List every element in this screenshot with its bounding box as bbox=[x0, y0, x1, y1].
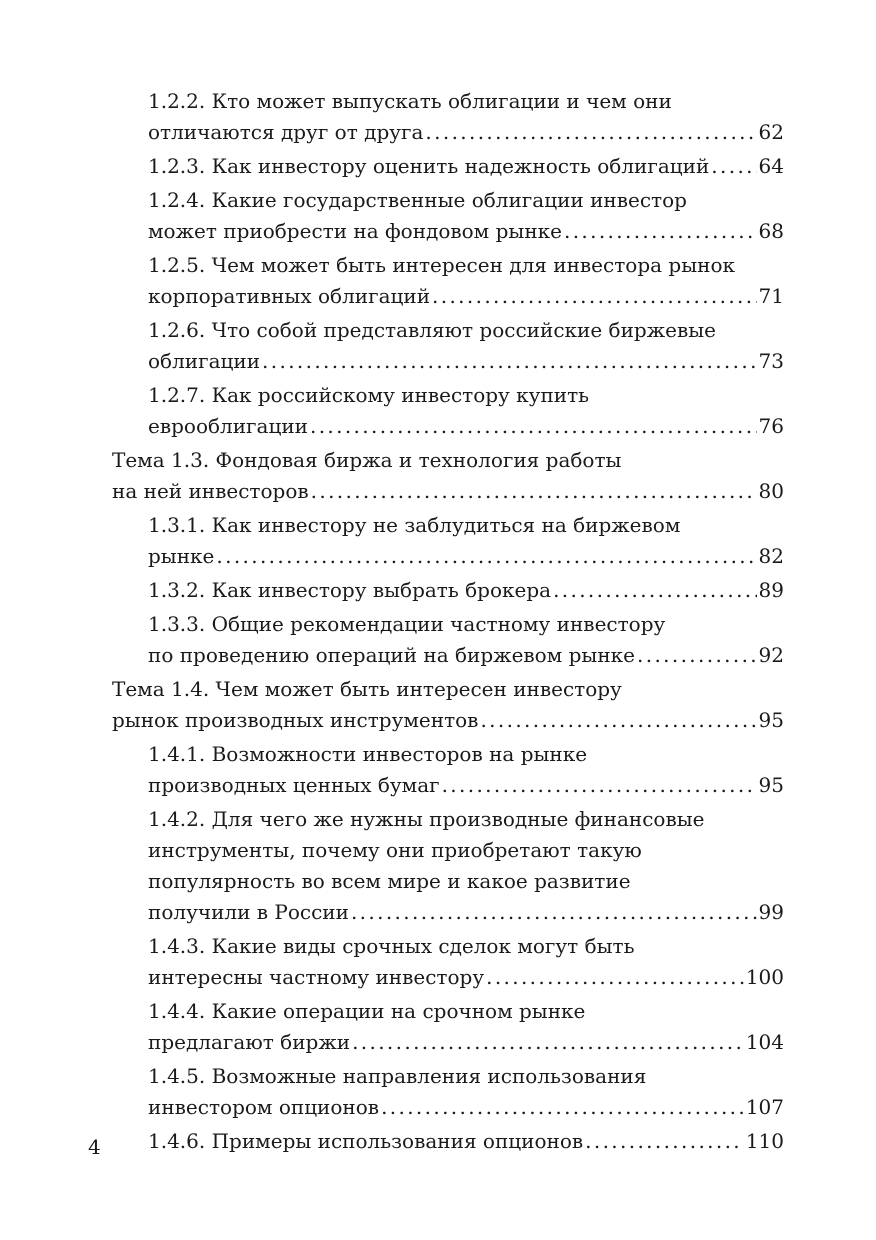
toc-page-number: 107 bbox=[745, 1095, 784, 1119]
toc-entry-leader-row bbox=[148, 640, 784, 671]
dot-leader bbox=[311, 476, 757, 507]
toc-entry-title-line: еврооблигации bbox=[148, 414, 308, 438]
toc-entry-leader-row bbox=[148, 962, 784, 993]
toc-entry-title-line: 1.3.2. Как инвестору выбрать брокера bbox=[148, 578, 552, 602]
dot-leader bbox=[480, 705, 756, 736]
toc-entry-title-line: производных ценных бумаг bbox=[148, 773, 440, 797]
dot-leader bbox=[381, 1092, 744, 1123]
toc-entry-title-line: 1.2.4. Какие государственные облигации инвестор bbox=[148, 188, 687, 212]
toc-page-number: 68 bbox=[758, 219, 784, 243]
table-of-contents bbox=[112, 86, 784, 1160]
toc-entry-leader-row bbox=[148, 1092, 784, 1123]
toc-entry-title-line: инструменты, почему они приобретают такую bbox=[148, 838, 642, 862]
dot-leader bbox=[553, 575, 756, 606]
dot-leader bbox=[585, 1126, 744, 1157]
dot-leader bbox=[216, 541, 756, 572]
toc-subsection-entry[interactable] bbox=[112, 380, 784, 442]
toc-page-number: 99 bbox=[758, 900, 784, 924]
toc-entry-title-line: 1.4.2. Для чего же нужны производные финансовые bbox=[148, 807, 705, 831]
toc-entry-leader-row bbox=[148, 281, 784, 312]
toc-entry-title-line: интересны частному инвестору bbox=[148, 965, 485, 989]
toc-entry-title-line: может приобрести на фондовом рынке bbox=[148, 219, 562, 243]
toc-entry-title-line: 1.2.5. Чем может быть интересен для инвестора рынок bbox=[148, 253, 735, 277]
toc-entry-title-line: рынок производных инструментов bbox=[112, 708, 479, 732]
toc-page-number: 92 bbox=[758, 643, 784, 667]
toc-subsection-entry[interactable] bbox=[112, 315, 784, 377]
page-number: 4 bbox=[88, 1135, 101, 1159]
toc-subsection-entry[interactable] bbox=[112, 739, 784, 801]
toc-entry-title-line: корпоративных облигаций bbox=[148, 284, 431, 308]
toc-entry-leader-row bbox=[148, 541, 784, 572]
toc-entry-leader-row bbox=[148, 346, 784, 377]
toc-entry-title-line: Тема 1.4. Чем может быть интересен инвестору bbox=[112, 677, 622, 701]
toc-entry-title-line: Тема 1.3. Фондовая биржа и технология работы bbox=[112, 448, 622, 472]
toc-entry-leader-row bbox=[148, 575, 784, 606]
toc-entry-leader-row bbox=[148, 151, 784, 182]
toc-entry-title-line: рынке bbox=[148, 544, 215, 568]
toc-entry-leader-row bbox=[148, 216, 784, 247]
toc-entry-title-line: 1.4.1. Возможности инвесторов на рынке bbox=[148, 742, 588, 766]
toc-subsection-entry[interactable] bbox=[112, 609, 784, 671]
toc-entry-title-line: облигации bbox=[148, 349, 261, 373]
toc-entry-title-line: 1.4.6. Примеры использования опционов bbox=[148, 1129, 584, 1153]
toc-entry-leader-row bbox=[148, 1126, 784, 1157]
toc-entry-leader-row bbox=[148, 770, 784, 801]
dot-leader bbox=[432, 281, 757, 312]
toc-subsection-entry[interactable] bbox=[112, 931, 784, 993]
toc-entry-title-line: на ней инвесторов bbox=[112, 479, 309, 503]
toc-page-number: 80 bbox=[758, 479, 784, 503]
toc-entry-title-line: 1.3.3. Общие рекомендации частному инвестору bbox=[148, 612, 666, 636]
toc-entry-title-line: 1.2.2. Кто может выпускать облигации и чем они bbox=[148, 89, 672, 113]
toc-page-number: 64 bbox=[758, 154, 784, 178]
toc-entry-title-line: по проведению операций на биржевом рынке bbox=[148, 643, 636, 667]
toc-entry-title-line: 1.2.7. Как российскому инвестору купить bbox=[148, 383, 590, 407]
dot-leader bbox=[425, 117, 756, 148]
toc-entry-leader-row bbox=[148, 411, 784, 442]
toc-entry-title-line: получили в России bbox=[148, 900, 349, 924]
toc-entry-leader-row bbox=[148, 1027, 784, 1058]
toc-page-number: 100 bbox=[745, 965, 784, 989]
toc-page-number: 71 bbox=[758, 284, 784, 308]
toc-entry-leader-row bbox=[112, 476, 784, 507]
toc-entry-title-line: инвестором опционов bbox=[148, 1095, 380, 1119]
dot-leader bbox=[442, 770, 757, 801]
toc-entry-title-line: предлагают биржи bbox=[148, 1030, 351, 1054]
toc-page-number: 104 bbox=[745, 1030, 784, 1054]
dot-leader bbox=[351, 897, 757, 928]
toc-entry-title-line: 1.4.5. Возможные направления использования bbox=[148, 1064, 647, 1088]
toc-entry-title-line: отличаются друг от друга bbox=[148, 120, 424, 144]
toc-entry-title-line: 1.4.3. Какие виды срочных сделок могут быть bbox=[148, 934, 635, 958]
toc-entry-title-line: популярность во всем мире и какое развитие bbox=[148, 869, 631, 893]
toc-subsection-entry[interactable] bbox=[112, 250, 784, 312]
dot-leader bbox=[711, 151, 756, 182]
toc-subsection-entry[interactable] bbox=[112, 185, 784, 247]
toc-page-number: 62 bbox=[758, 120, 784, 144]
toc-topic-entry[interactable] bbox=[112, 445, 784, 507]
toc-page-number: 82 bbox=[758, 544, 784, 568]
toc-subsection-entry[interactable] bbox=[112, 575, 784, 606]
toc-page-number: 110 bbox=[745, 1129, 784, 1153]
toc-entry-leader-row bbox=[112, 705, 784, 736]
toc-page-number: 89 bbox=[758, 578, 784, 602]
dot-leader bbox=[310, 411, 757, 442]
toc-subsection-entry[interactable] bbox=[112, 1126, 784, 1157]
dot-leader bbox=[352, 1027, 744, 1058]
toc-entry-title-line: 1.2.6. Что собой представляют российские биржевые bbox=[148, 318, 716, 342]
dot-leader bbox=[262, 346, 757, 377]
toc-subsection-entry[interactable] bbox=[112, 1061, 784, 1123]
toc-entry-leader-row bbox=[148, 897, 784, 928]
toc-subsection-entry[interactable] bbox=[112, 996, 784, 1058]
toc-entry-leader-row bbox=[148, 117, 784, 148]
toc-entry-title-line: 1.2.3. Как инвестору оценить надежность облигаций bbox=[148, 154, 710, 178]
toc-topic-entry[interactable] bbox=[112, 674, 784, 736]
toc-page-number: 95 bbox=[758, 773, 784, 797]
toc-subsection-entry[interactable] bbox=[112, 151, 784, 182]
toc-page-number: 73 bbox=[758, 349, 784, 373]
toc-subsection-entry[interactable] bbox=[112, 510, 784, 572]
dot-leader bbox=[486, 962, 744, 993]
dot-leader bbox=[637, 640, 757, 671]
toc-subsection-entry[interactable] bbox=[112, 86, 784, 148]
toc-page-number: 76 bbox=[758, 414, 784, 438]
toc-entry-title-line: 1.4.4. Какие операции на срочном рынке bbox=[148, 999, 586, 1023]
toc-entry-title-line: 1.3.1. Как инвестору не заблудиться на биржевом bbox=[148, 513, 681, 537]
dot-leader bbox=[564, 216, 757, 247]
toc-page-number: 95 bbox=[758, 708, 784, 732]
toc-subsection-entry[interactable] bbox=[112, 804, 784, 928]
